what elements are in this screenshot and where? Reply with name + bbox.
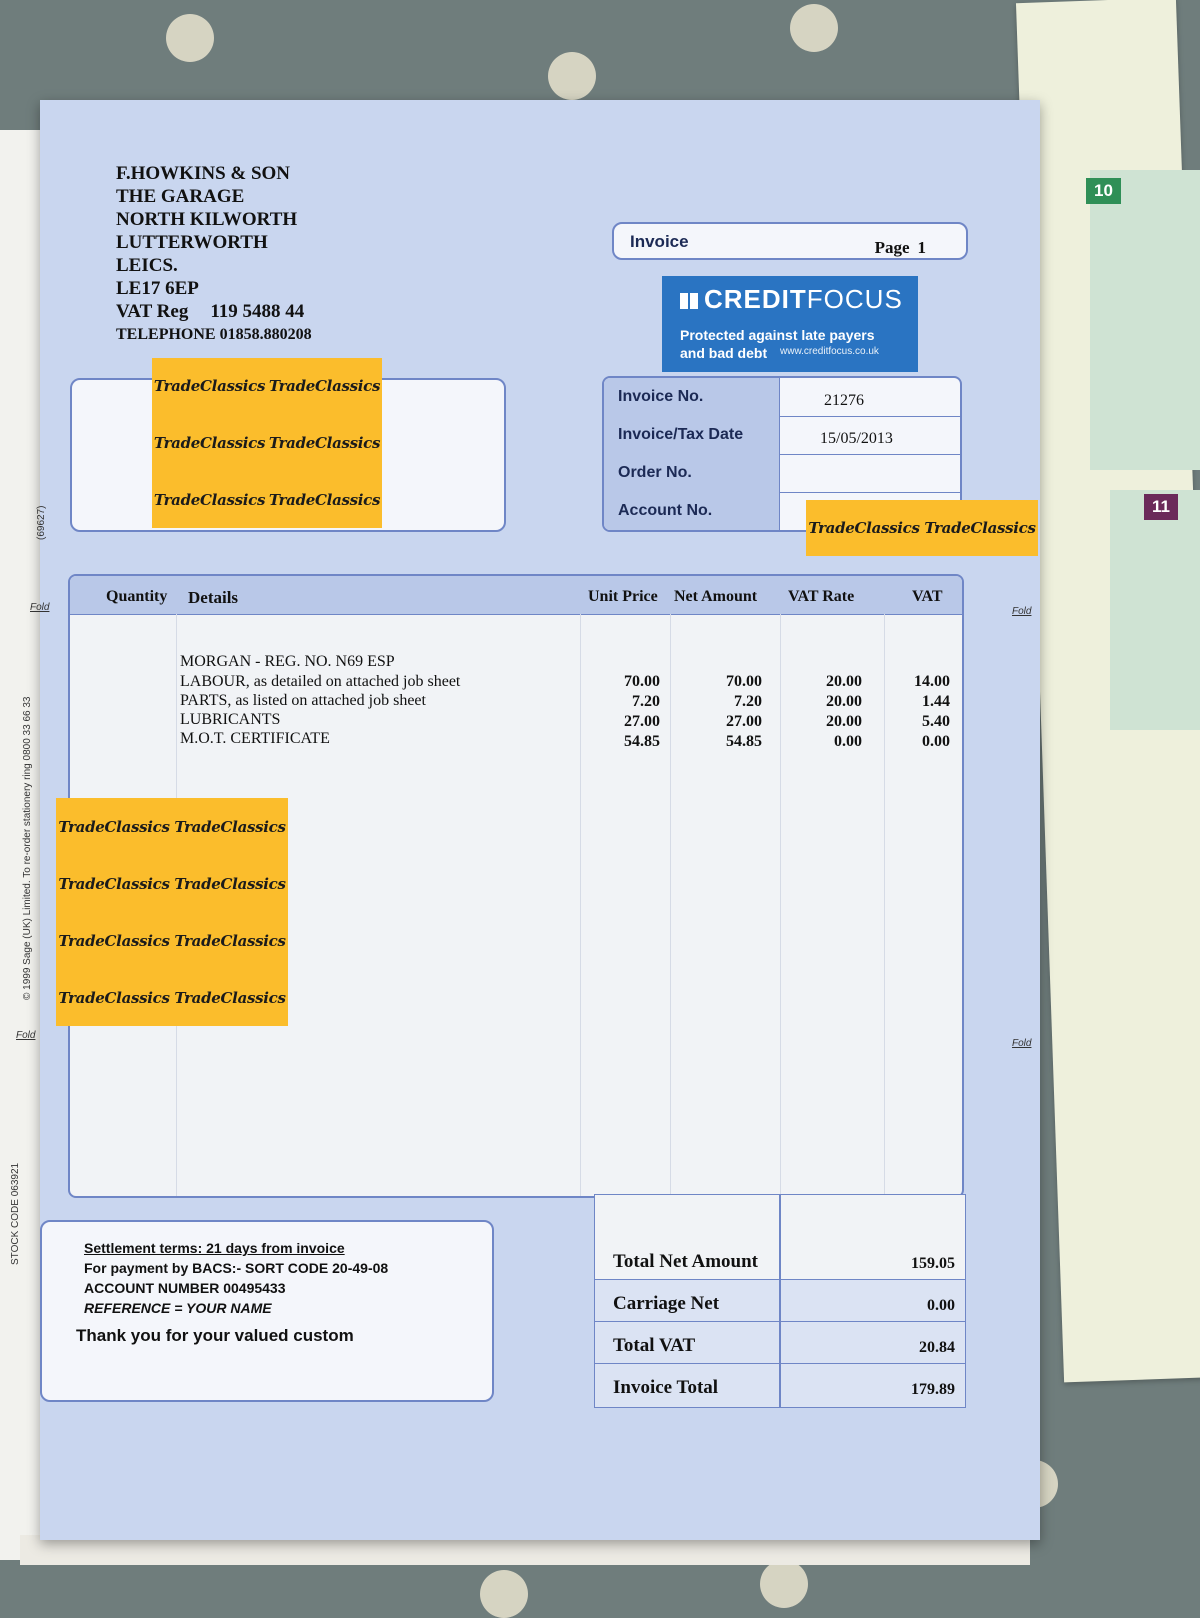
margin-code: (69627) [36,505,47,540]
creditfocus-brand-light: FOCUS [806,284,903,314]
margin-stock-code: STOCK CODE 063921 [10,1162,21,1265]
item-net-amount: 70.00 [726,673,762,690]
redaction-sticker-items [56,798,288,1026]
invoice-no-label: Invoice No. [604,378,780,416]
header-unit-price: Unit Price [588,588,658,605]
watermark-text: TradeClassics [153,433,266,452]
item-vat: 5.40 [922,713,950,730]
address-line: THE GARAGE [116,186,245,207]
item-details: LUBRICANTS [180,711,281,728]
info-row-date [604,416,960,455]
invoice-total-value: 179.89 [911,1381,955,1398]
info-row-order-no [604,454,960,493]
fold-mark-left-top: Fold [30,602,50,613]
header-quantity: Quantity [106,588,168,605]
item-vat: 0.00 [922,733,950,750]
vat-label: VAT Reg [116,301,189,322]
creditfocus-url: www.creditfocus.co.uk [780,346,879,357]
header-vat-rate: VAT Rate [788,588,855,605]
column-divider [670,614,671,1196]
item-vat-rate: 0.00 [834,733,862,750]
watermark-text: TradeClassics [153,377,266,396]
totals-table [594,1194,966,1408]
carriage-value: 0.00 [927,1297,955,1314]
background-green-sheet-2 [1110,490,1200,730]
item-unit-price: 27.00 [624,713,660,730]
address-line: LE17 6EP [116,278,199,299]
watermark-text: TradeClassics [58,931,170,950]
item-details: M.O.T. CERTIFICATE [180,730,330,747]
total-vat-value: 20.84 [919,1339,955,1356]
settlement-terms: Settlement terms: 21 days from invoice [84,1240,345,1256]
invoice-title: Invoice [630,232,689,251]
order-no-label: Order No. [604,454,780,492]
item-details: LABOUR, as detailed on attached job sheet [180,673,461,690]
vat-reg [116,300,312,323]
watermark-text: TradeClassics [174,931,286,950]
item-unit-price: 70.00 [624,673,660,690]
page-indicator [875,238,926,258]
fold-mark-right-top: Fold [1012,606,1032,617]
creditfocus-brand-bold: CREDIT [704,284,807,314]
creditfocus-banner [662,276,918,372]
watermark-text: TradeClassics [268,490,381,509]
header-net-amount: Net Amount [674,588,758,605]
creditfocus-logo [680,284,903,315]
account-number: ACCOUNT NUMBER 00495433 [84,1280,286,1296]
address-line: LUTTERWORTH [116,232,268,253]
settlement-box [40,1220,494,1402]
item-net-amount: 27.00 [726,713,762,730]
address-line: NORTH KILWORTH [116,209,298,230]
date-value: 15/05/2013 [820,430,893,447]
totals-divider [779,1195,781,1407]
company-address [116,162,312,346]
carriage-label: Carriage Net [613,1293,720,1314]
item-vat-rate: 20.00 [826,693,862,710]
watermark-text: TradeClassics [924,519,1036,537]
margin-copyright: © 1999 Sage (UK) Limited. To re-order stationery ring 0800 33 66 33 [22,696,33,1000]
account-no-label: Account No. [604,492,780,530]
background-tab-11: 11 [1144,494,1178,520]
item-vat-rate: 20.00 [826,713,862,730]
company-name: F.HOWKINS & SON [116,163,291,184]
background-tab-10: 10 [1086,178,1121,204]
invoice-total-label: Invoice Total [613,1377,719,1398]
header-details: Details [188,588,239,607]
payment-reference: REFERENCE = YOUR NAME [84,1300,272,1316]
fold-mark-right-bottom: Fold [1012,1038,1032,1049]
total-vat-label: Total VAT [613,1335,696,1356]
watermark-text: TradeClassics [58,817,170,836]
item-vat-rate: 20.00 [826,673,862,690]
total-net-label: Total Net Amount [613,1251,758,1272]
item-vat: 14.00 [914,673,950,690]
items-table-header [70,576,962,615]
invoice-title-box [612,222,968,260]
item-details: PARTS, as listed on attached job sheet [180,692,426,709]
watermark-text: TradeClassics [58,988,170,1007]
redaction-sticker-customer [152,358,382,528]
creditfocus-tagline-1: Protected against late payers [680,327,875,343]
item-net-amount: 54.85 [726,733,762,750]
page-number: 1 [917,238,926,257]
address-line: LEICS. [116,255,178,276]
item-unit-price: 7.20 [632,693,660,710]
background-green-sheet [1090,170,1200,470]
telephone: TELEPHONE 01858.880208 [116,326,312,343]
thank-you-note: Thank you for your valued custom [76,1326,354,1345]
creditfocus-tagline-2: and bad debt [680,345,768,361]
watermark-text: TradeClassics [268,433,381,452]
watermark-text: TradeClassics [808,519,920,537]
total-net-value: 159.05 [911,1255,955,1272]
watermark-text: TradeClassics [58,874,170,893]
watermark-text: TradeClassics [174,988,286,1007]
watermark-text: TradeClassics [268,377,381,396]
item-unit-price: 54.85 [624,733,660,750]
item-vat: 1.44 [922,693,950,710]
column-divider [780,614,781,1196]
item-net-amount: 7.20 [734,693,762,710]
header-vat: VAT [912,588,943,605]
fold-mark-left-bottom: Fold [16,1030,36,1041]
date-label: Invoice/Tax Date [604,416,780,454]
redaction-sticker-account [806,500,1038,556]
watermark-text: TradeClassics [153,490,266,509]
bacs-details: For payment by BACS:- SORT CODE 20-49-08 [84,1260,389,1276]
watermark-text: TradeClassics [174,874,286,893]
vat-number: 119 5488 44 [210,301,305,322]
creditfocus-logo-icon [680,293,698,309]
watermark-text: TradeClassics [174,817,286,836]
page-label: Page [874,238,910,257]
vehicle-line: MORGAN - REG. NO. N69 ESP [180,653,395,670]
invoice-no-value: 21276 [824,392,864,409]
info-row-invoice-no [604,378,960,417]
